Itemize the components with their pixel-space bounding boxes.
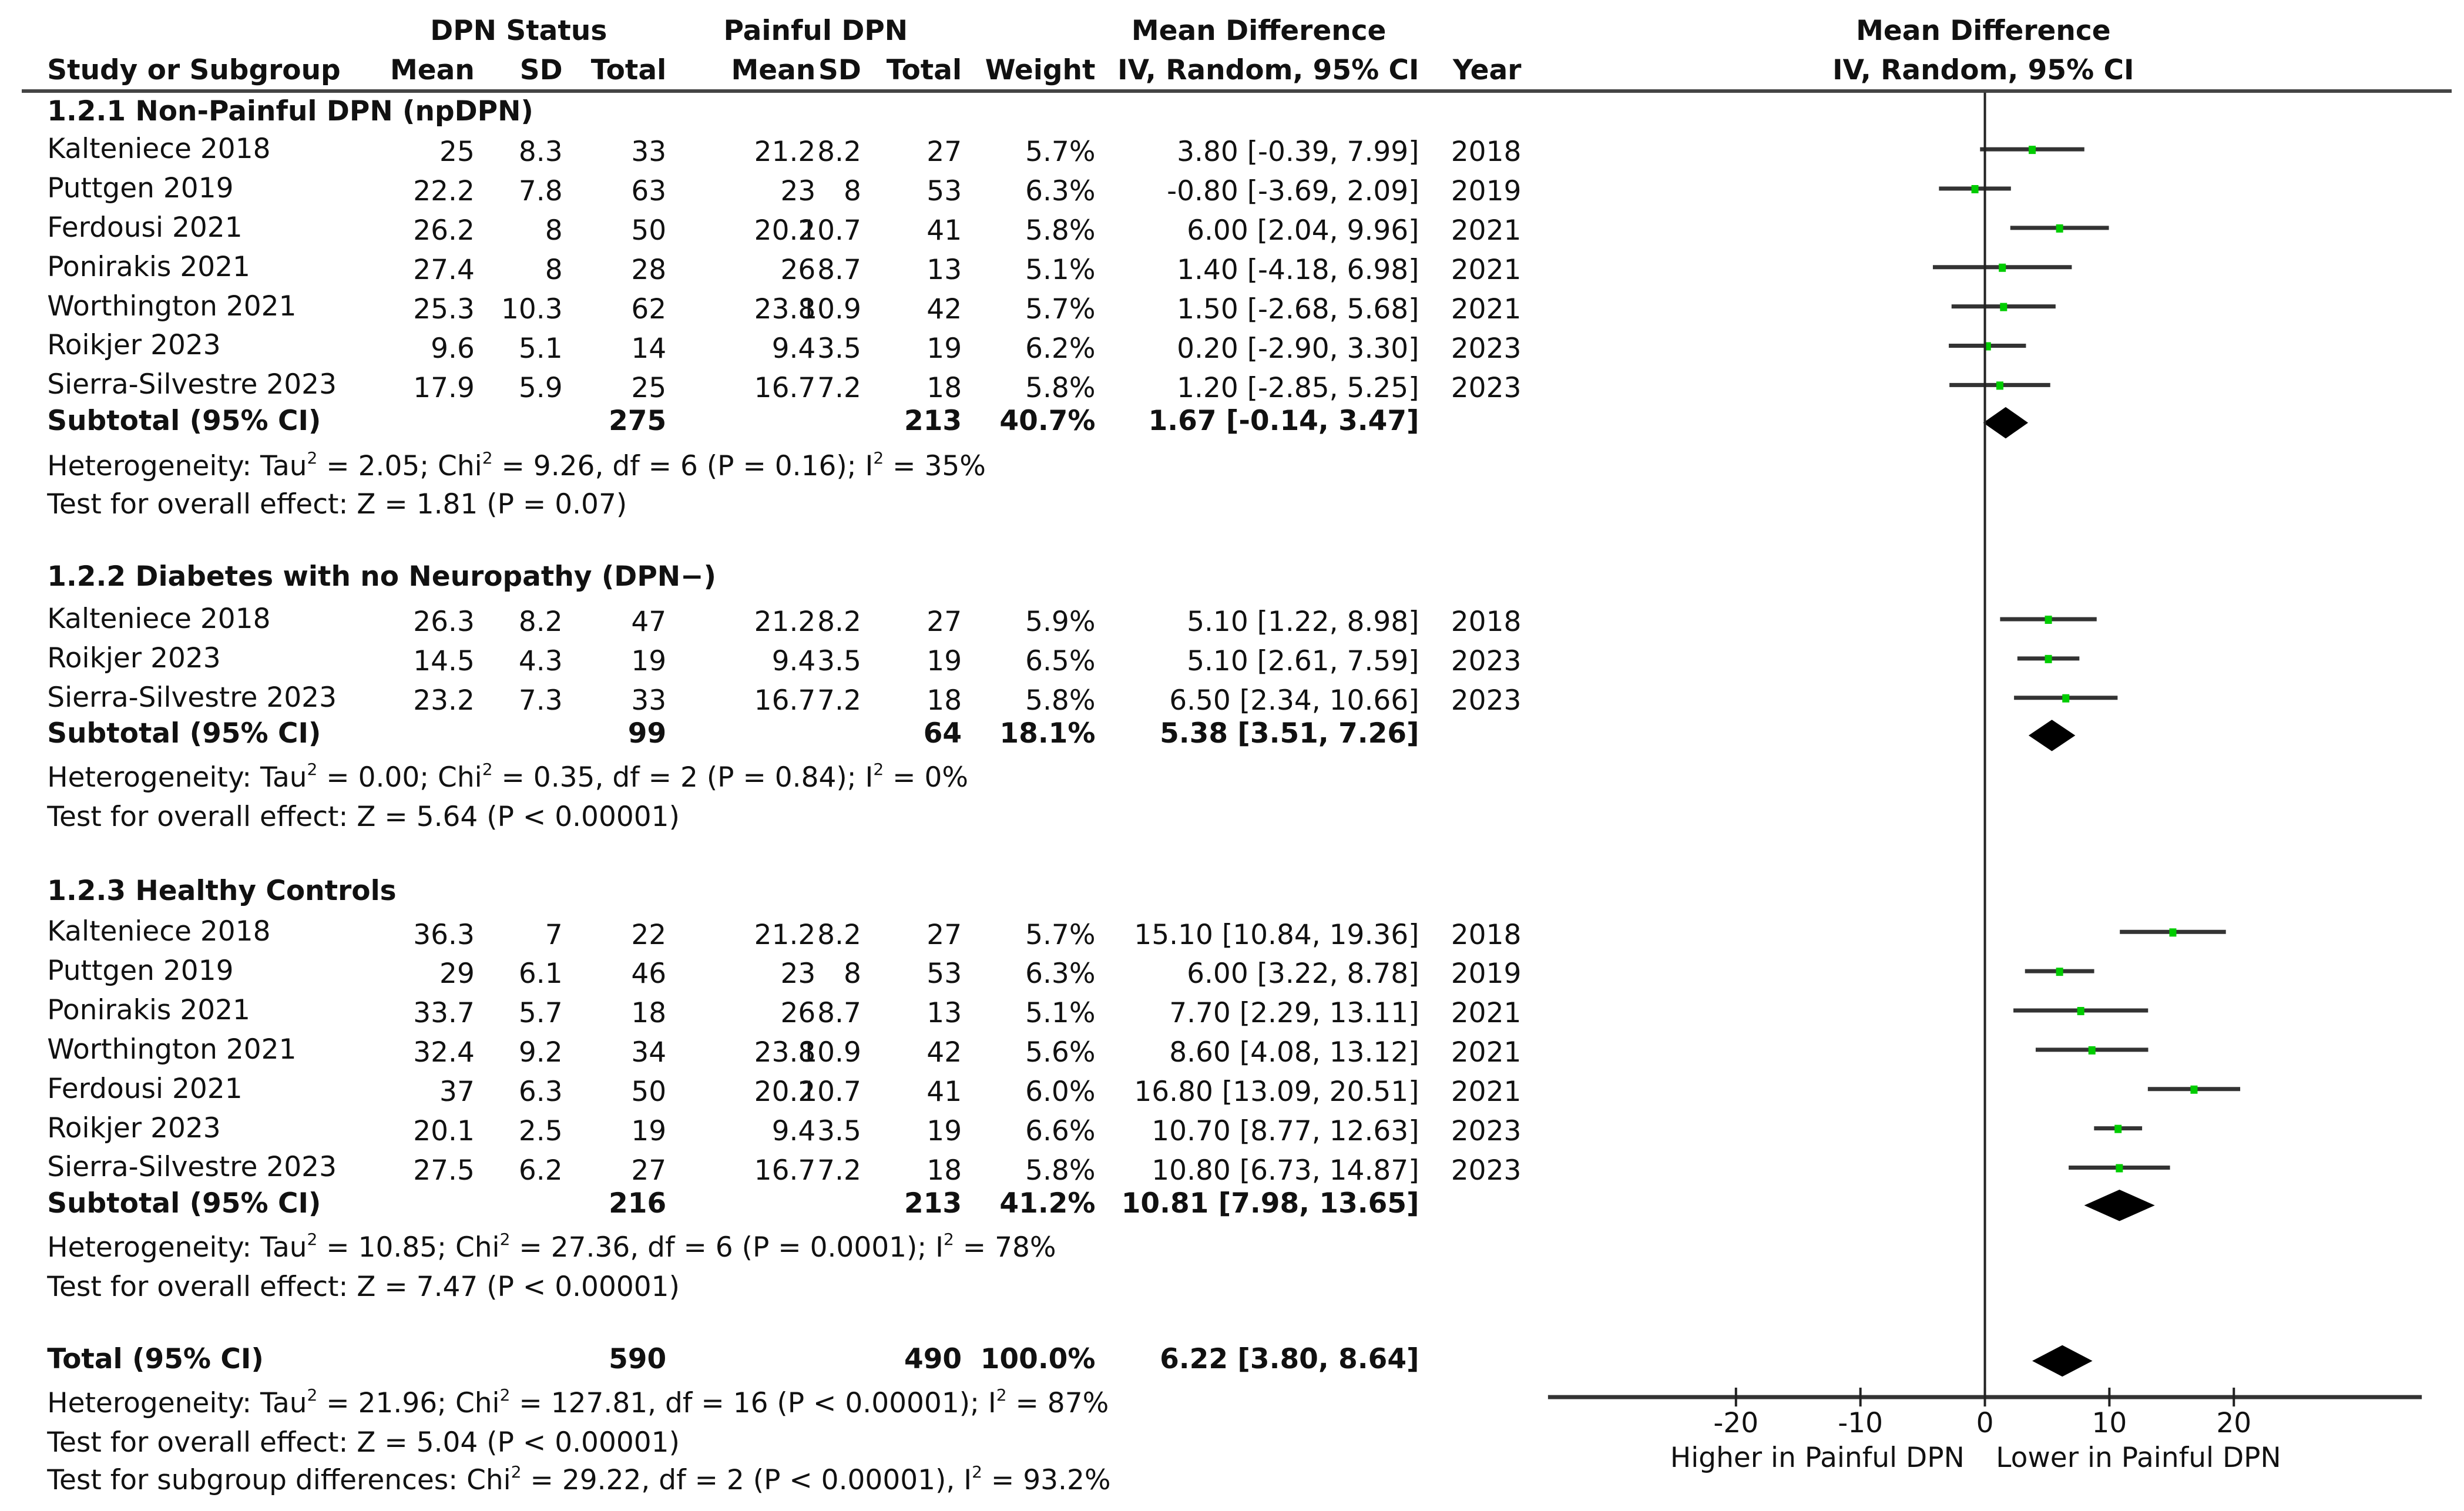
cell-mean2: 23.8 [754,293,816,325]
cell-mean1: 27.5 [413,1154,475,1187]
col-sd2: SD [818,54,861,87]
point-estimate-square [2000,303,2007,311]
superscript-2: 2 [482,760,493,780]
point-estimate-square [2114,1125,2121,1133]
study-name: Roikjer 2023 [47,1112,221,1144]
study-name: Puttgen 2019 [47,172,234,204]
cell-sd1: 10.3 [501,293,563,325]
cell-mean1: 26.2 [413,214,475,247]
cell-total2: 42 [926,293,962,325]
x-tick-label: 0 [1976,1407,1994,1440]
cell-weight: 5.1% [1025,997,1096,1030]
superscript-2: 2 [972,1462,982,1482]
cell-total1: 47 [631,606,667,639]
cell-mean1: 29 [439,958,475,990]
pooled-estimate-diamond [2032,1345,2093,1377]
total-label: Total (95% CI) [47,1342,264,1375]
stat-text: = 0% [884,761,969,794]
cell-sd2: 8 [844,175,861,208]
subtotal-label: Subtotal (95% CI) [47,717,321,750]
cell-sd1: 4.3 [518,645,563,678]
cell-total2: 13 [926,254,962,287]
cell-total1: 25 [631,371,667,404]
cell-total1: 50 [631,214,667,247]
cell-ci: 6.00 [2.04, 9.96] [1187,214,1419,247]
cell-total1: 63 [631,175,667,208]
subgroup-title: 1.2.3 Healthy Controls [47,874,397,907]
superscript-2: 2 [873,760,884,780]
cell-mean1: 32.4 [413,1036,475,1069]
study-name: Ferdousi 2021 [47,1072,243,1105]
total-weight: 100.0% [980,1342,1096,1375]
cell-total2: 53 [926,958,962,990]
x-tick-label: -20 [1713,1407,1759,1440]
stat-text: = 127.81, df = 16 (P < 0.00001); I [510,1386,996,1419]
cell-total1: 19 [631,1114,667,1147]
cell-sd1: 7 [545,918,563,951]
cell-sd1: 7.3 [518,684,563,717]
cell-ci: 0.20 [-2.90, 3.30] [1177,332,1419,365]
cell-sd1: 5.1 [518,332,563,365]
cell-sd2: 7.2 [817,684,861,717]
cell-year: 2019 [1451,958,1522,990]
cell-mean2: 21.2 [754,136,816,169]
cell-sd1: 9.2 [518,1036,563,1069]
cell-total2: 27 [926,606,962,639]
cell-year: 2023 [1451,371,1522,404]
cell-total2: 42 [926,1036,962,1069]
point-estimate-square [1972,185,1979,193]
superscript-2: 2 [307,1229,318,1249]
cell-total1: 28 [631,254,667,287]
cell-weight: 6.2% [1025,332,1096,365]
cell-weight: 5.7% [1025,918,1096,951]
cell-ci: 1.40 [-4.18, 6.98] [1177,254,1419,287]
pooled-estimate-diamond [2029,720,2075,751]
cell-sd2: 10.7 [800,214,861,247]
study-name: Ferdousi 2021 [47,211,243,244]
superscript-2: 2 [499,1385,511,1405]
pooled-estimate-diamond [1983,407,2028,439]
cell-weight: 5.7% [1025,293,1096,325]
point-estimate-square [2089,1046,2096,1055]
col-mean1: Mean [390,54,475,87]
study-name: Kalteniece 2018 [47,915,271,948]
stat-text: = 35% [884,450,986,483]
point-estimate-square [2056,224,2063,233]
stat-text: Test for subgroup differences: Chi [47,1463,511,1496]
plot-title-2: IV, Random, 95% CI [1832,54,2134,87]
subtotal-ci: 5.38 [3.51, 7.26] [1160,717,1419,750]
stat-text: = 78% [954,1231,1056,1264]
cell-mean2: 23 [780,175,816,208]
cell-total1: 33 [631,136,667,169]
subtotal-label: Subtotal (95% CI) [47,1187,321,1220]
cell-mean1: 27.4 [413,254,475,287]
cell-total2: 53 [926,175,962,208]
cell-total1: 22 [631,918,667,951]
cell-total2: 27 [926,136,962,169]
superscript-2: 2 [482,448,493,468]
x-tick-label: 10 [2092,1407,2127,1440]
cell-weight: 5.9% [1025,606,1096,639]
subtotal-label: Subtotal (95% CI) [47,404,321,437]
group1-header: DPN Status [430,15,607,48]
point-estimate-square [2190,1086,2197,1094]
cell-mean1: 36.3 [413,918,475,951]
cell-sd1: 7.8 [518,175,563,208]
stat-text: Heterogeneity: Tau [47,761,307,794]
cell-ci: 3.80 [-0.39, 7.99] [1177,136,1419,169]
cell-sd1: 8 [545,214,563,247]
col-mean2: Mean [731,54,816,87]
subtotal-total2: 64 [923,717,962,750]
subtotal-weight: 40.7% [999,404,1096,437]
stat-text: = 2.05; Chi [317,450,482,483]
cell-total2: 19 [926,645,962,678]
cell-weight: 6.0% [1025,1076,1096,1109]
cell-sd1: 2.5 [518,1114,563,1147]
cell-total1: 14 [631,332,667,365]
cell-mean1: 26.3 [413,606,475,639]
cell-sd2: 8.2 [817,606,861,639]
stat-text: Heterogeneity: Tau [47,1231,307,1264]
cell-year: 2023 [1451,332,1522,365]
study-name: Sierra-Silvestre 2023 [47,1151,337,1184]
cell-year: 2023 [1451,684,1522,717]
cell-mean1: 37 [439,1076,475,1109]
cell-mean1: 9.6 [431,332,475,365]
point-estimate-square [2045,616,2052,624]
subtotal-weight: 41.2% [999,1187,1096,1220]
x-tick-label: 20 [2216,1407,2252,1440]
cell-total2: 18 [926,1154,962,1187]
cell-total1: 27 [631,1154,667,1187]
cell-total1: 62 [631,293,667,325]
cell-weight: 6.5% [1025,645,1096,678]
study-name: Roikjer 2023 [47,329,221,362]
stat-text: = 10.85; Chi [317,1231,500,1264]
superscript-2: 2 [944,1229,954,1249]
cell-year: 2021 [1451,293,1522,325]
cell-mean1: 25 [439,136,475,169]
cell-year: 2023 [1451,1114,1522,1147]
overall-effect-test: Test for overall effect: Z = 1.81 (P = 0.07) [47,488,627,521]
mean-difference-header: Mean Difference [1131,15,1387,48]
superscript-2: 2 [499,1229,511,1249]
superscript-2: 2 [873,448,884,468]
subtotal-ci: 10.81 [7.98, 13.65] [1121,1187,1419,1220]
overall-effect-test: Test for overall effect: Z = 7.47 (P < 0.00001) [47,1270,680,1303]
subtotal-weight: 18.1% [999,717,1096,750]
stat-text: Heterogeneity: Tau [47,1386,307,1419]
cell-year: 2021 [1451,214,1522,247]
point-estimate-square [1999,264,2006,272]
cell-sd2: 7.2 [817,371,861,404]
cell-ci: 1.50 [-2.68, 5.68] [1177,293,1419,325]
stat-text: = 29.22, df = 2 (P < 0.00001), I [521,1463,972,1496]
cell-total1: 33 [631,684,667,717]
cell-sd1: 6.3 [518,1076,563,1109]
overall-effect-test: Test for overall effect: Z = 5.64 (P < 0.00001) [47,800,680,833]
subtotal-total1: 216 [609,1187,667,1220]
study-name: Kalteniece 2018 [47,602,271,635]
cell-sd2: 3.5 [817,332,861,365]
cell-sd2: 8.7 [817,997,861,1030]
cell-total1: 19 [631,645,667,678]
cell-ci: 5.10 [2.61, 7.59] [1187,645,1419,678]
cell-weight: 5.8% [1025,684,1096,717]
cell-sd1: 8.3 [518,136,563,169]
cell-year: 2021 [1451,1036,1522,1069]
cell-total1: 50 [631,1076,667,1109]
subtotal-total2: 213 [904,1187,962,1220]
cell-sd2: 8.2 [817,918,861,951]
cell-mean2: 26 [780,254,816,287]
cell-ci: 16.80 [13.09, 20.51] [1134,1076,1419,1109]
cell-sd2: 10.7 [800,1076,861,1109]
stat-text: = 9.26, df = 6 (P = 0.16); I [492,450,874,483]
stat-text: = 27.36, df = 6 (P = 0.0001); I [510,1231,944,1264]
cell-mean1: 25.3 [413,293,475,325]
study-name: Kalteniece 2018 [47,133,271,166]
cell-ci: 1.20 [-2.85, 5.25] [1177,371,1419,404]
cell-ci: 6.00 [3.22, 8.78] [1187,958,1419,990]
col-total1: Total [590,54,667,87]
study-name: Worthington 2021 [47,1033,297,1066]
cell-total1: 34 [631,1036,667,1069]
cell-ci: 6.50 [2.34, 10.66] [1169,684,1419,717]
cell-mean1: 22.2 [413,175,475,208]
point-estimate-square [2062,694,2069,703]
cell-total2: 41 [926,1076,962,1109]
col-year: Year [1452,54,1522,87]
cell-mean2: 20.2 [754,1076,816,1109]
study-name: Puttgen 2019 [47,955,234,988]
cell-weight: 6.3% [1025,175,1096,208]
total-total2: 490 [904,1342,962,1375]
cell-sd2: 3.5 [817,645,861,678]
cell-total1: 18 [631,997,667,1030]
cell-sd2: 10.9 [800,1036,861,1069]
cell-sd1: 8 [545,254,563,287]
cell-ci: 10.70 [8.77, 12.63] [1152,1114,1419,1147]
cell-total2: 19 [926,1114,962,1147]
cell-mean1: 23.2 [413,684,475,717]
cell-sd2: 10.9 [800,293,861,325]
cell-year: 2018 [1451,918,1522,951]
cell-year: 2021 [1451,1076,1522,1109]
study-name: Ponirakis 2021 [47,250,250,283]
pooled-estimate-diamond [2084,1190,2155,1221]
total-overall-effect: Test for overall effect: Z = 5.04 (P < 0.00001) [47,1426,680,1459]
cell-weight: 5.6% [1025,1036,1096,1069]
cell-mean2: 9.4 [771,1114,816,1147]
cell-ci: 5.10 [1.22, 8.98] [1187,606,1419,639]
cell-ci: 15.10 [10.84, 19.36] [1134,918,1419,951]
cell-sd2: 7.2 [817,1154,861,1187]
stat-text: = 93.2% [982,1463,1111,1496]
cell-sd1: 5.9 [518,371,563,404]
study-name: Sierra-Silvestre 2023 [47,681,337,714]
subtotal-total1: 99 [627,717,667,750]
stat-text: = 0.35, df = 2 (P = 0.84); I [492,761,874,794]
cell-total2: 19 [926,332,962,365]
cell-mean1: 33.7 [413,997,475,1030]
cell-mean2: 16.7 [754,1154,816,1187]
cell-mean2: 26 [780,997,816,1030]
cell-sd1: 5.7 [518,997,563,1030]
cell-year: 2021 [1451,254,1522,287]
cell-mean2: 23.8 [754,1036,816,1069]
superscript-2: 2 [307,760,318,780]
cell-weight: 5.8% [1025,1154,1096,1187]
cell-year: 2019 [1451,175,1522,208]
plot-title-1: Mean Difference [1856,15,2111,48]
study-name: Roikjer 2023 [47,642,221,674]
cell-ci: 8.60 [4.08, 13.12] [1169,1036,1419,1069]
cell-ci: 10.80 [6.73, 14.87] [1152,1154,1419,1187]
cell-total2: 41 [926,214,962,247]
stat-text: = 87% [1006,1386,1109,1419]
cell-mean2: 23 [780,958,816,990]
cell-sd1: 8.2 [518,606,563,639]
cell-mean2: 9.4 [771,645,816,678]
cell-sd2: 8 [844,958,861,990]
cell-weight: 5.7% [1025,136,1096,169]
superscript-2: 2 [511,1462,522,1482]
cell-sd1: 6.2 [518,1154,563,1187]
cell-mean2: 21.2 [754,606,816,639]
cell-sd1: 6.1 [518,958,563,990]
stat-text: = 0.00; Chi [317,761,482,794]
cell-sd2: 8.2 [817,136,861,169]
superscript-2: 2 [996,1385,1007,1405]
point-estimate-square [2077,1007,2084,1015]
stat-text: = 21.96; Chi [317,1386,500,1419]
cell-year: 2018 [1451,606,1522,639]
cell-ci: 7.70 [2.29, 13.11] [1169,997,1419,1030]
cell-weight: 6.3% [1025,958,1096,990]
subtotal-total2: 213 [904,404,962,437]
col-total2: Total [886,54,962,87]
cell-total2: 13 [926,997,962,1030]
study-name: Sierra-Silvestre 2023 [47,368,337,401]
axis-label-left: Higher in Painful DPN [1670,1442,1965,1475]
cell-year: 2023 [1451,1154,1522,1187]
point-estimate-square [2116,1164,2123,1173]
superscript-2: 2 [307,1385,318,1405]
stat-text: Heterogeneity: Tau [47,450,307,483]
cell-total2: 27 [926,918,962,951]
cell-total2: 18 [926,684,962,717]
cell-weight: 6.6% [1025,1114,1096,1147]
x-tick-label: -10 [1838,1407,1884,1440]
cell-weight: 5.1% [1025,254,1096,287]
study-name: Ponirakis 2021 [47,993,250,1026]
subgroup-title: 1.2.1 Non-Painful DPN (npDPN) [47,95,533,127]
cell-mean1: 20.1 [413,1114,475,1147]
col-weight: Weight [985,54,1096,87]
col-study: Study or Subgroup [47,54,341,87]
cell-sd2: 3.5 [817,1114,861,1147]
cell-weight: 5.8% [1025,371,1096,404]
cell-mean2: 21.2 [754,918,816,951]
axis-label-right: Lower in Painful DPN [1996,1442,2281,1475]
cell-mean2: 16.7 [754,371,816,404]
cell-total1: 46 [631,958,667,990]
subtotal-ci: 1.67 [-0.14, 3.47] [1148,404,1419,437]
point-estimate-square [2056,968,2063,976]
point-estimate-square [1996,381,2003,389]
cell-mean1: 14.5 [413,645,475,678]
total-total1: 590 [609,1342,667,1375]
total-ci: 6.22 [3.80, 8.64] [1160,1342,1419,1375]
point-estimate-square [2045,655,2052,663]
cell-ci: -0.80 [-3.69, 2.09] [1167,175,1419,208]
point-estimate-square [2029,146,2036,154]
subtotal-total1: 275 [609,404,667,437]
cell-year: 2023 [1451,645,1522,678]
col-sd1: SD [519,54,563,87]
col-ci: IV, Random, 95% CI [1117,54,1419,87]
cell-total2: 18 [926,371,962,404]
cell-year: 2021 [1451,997,1522,1030]
cell-sd2: 8.7 [817,254,861,287]
cell-year: 2018 [1451,136,1522,169]
superscript-2: 2 [307,448,318,468]
cell-weight: 5.8% [1025,214,1096,247]
cell-mean1: 17.9 [413,371,475,404]
point-estimate-square [2169,928,2176,936]
subgroup-title: 1.2.2 Diabetes with no Neuropathy (DPN−) [47,560,716,593]
group2-header: Painful DPN [723,15,908,48]
cell-mean2: 20.2 [754,214,816,247]
study-name: Worthington 2021 [47,290,297,323]
cell-mean2: 9.4 [771,332,816,365]
cell-mean2: 16.7 [754,684,816,717]
